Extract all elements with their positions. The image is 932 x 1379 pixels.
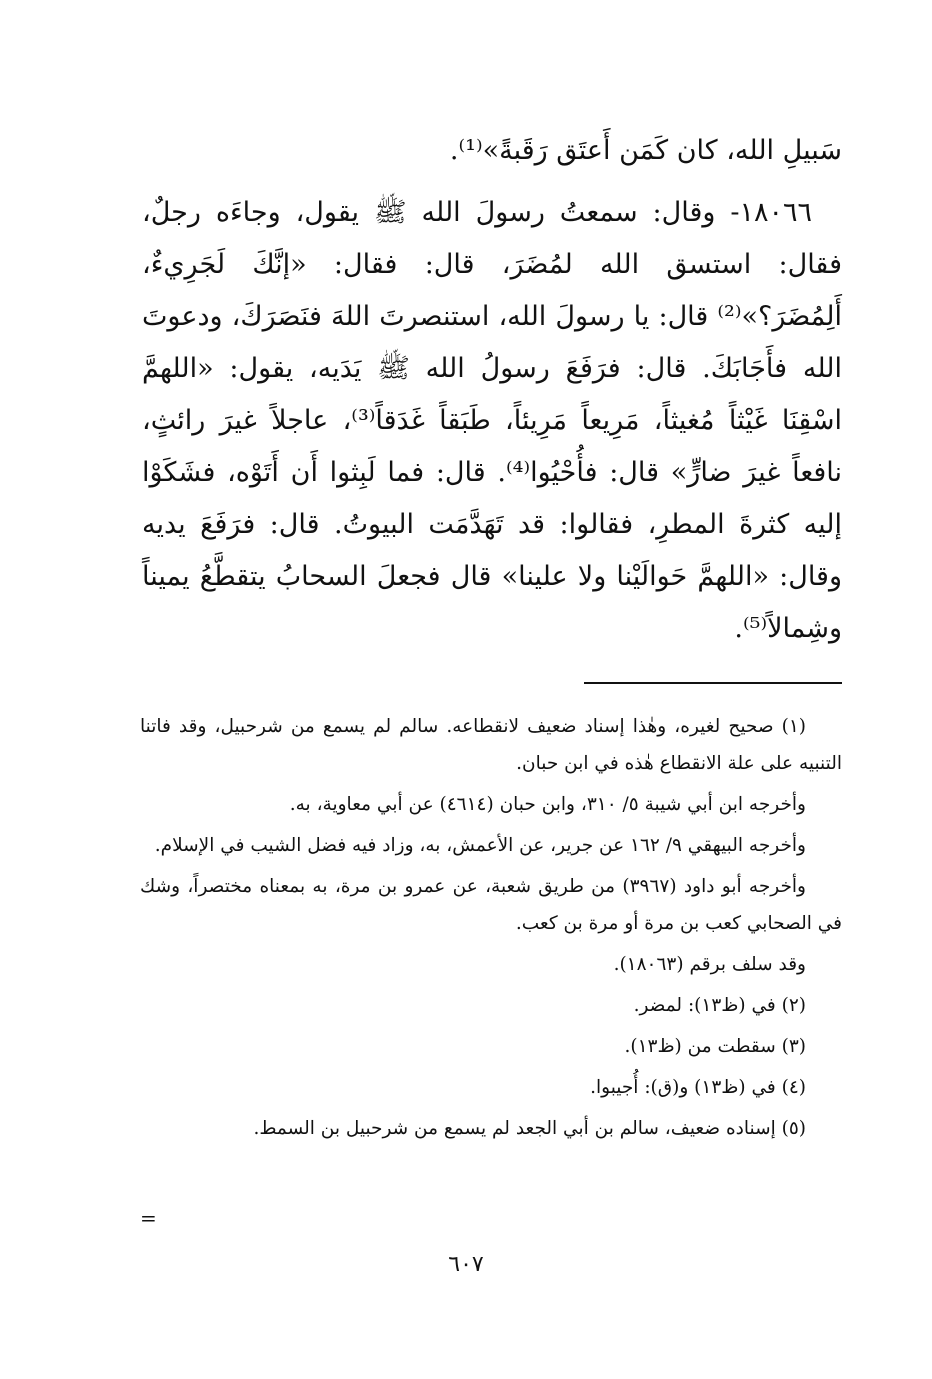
previous-hadith-ending: سَبيلِ الله، كان كَمَن أَعتَق رَقَبةً»⁽¹⁾. (449, 135, 842, 166)
footnote-1-source-2: وأخرجه البيهقي ٩/ ١٦٢ عن جرير، عن الأعمش، به، وزاد فيه فضل الشيب في الإسلام. (154, 835, 806, 856)
footnote-4: (٤) في (ظ١٣) و(ق): أُجيبوا. (590, 1077, 806, 1098)
footnote-1-cross-ref: وقد سلف برقم (١٨٠٦٣). (613, 954, 806, 975)
footnote-3: (٣) سقطت من (ظ١٣). (624, 1036, 806, 1057)
footnote-1: (١) صحيح لغيره، وهٰذا إسناد ضعيف لانقطاعه. سالم لم يسمع من شرحبيل، وقد فاتنا التنبيه على علة الانقطاع هٰذه في ابن حبان. (140, 716, 842, 774)
hadith-18066: ١٨٠٦٦- وقال: سمعتُ رسولَ الله ﷺ يقول، وجاءَه رجلٌ، فقال: استسق الله لمُضَرَ، قال: فقال: «إنَّكَ لَجَرِيءٌ، أَلِمُضَرَ؟»⁽²⁾ قال: يا رسولَ الله، استنصرتَ اللهَ فنَصَرَكَ، ودعوتَ الله فأَجَابَكَ. قال: فرَفَعَ رسولُ الله ﷺ يَدَيه، يقول: «اللهمَّ اسْقِنَا غَيْثاً مُغيثاً، مَرِيعاً مَرِيئاً، طَبَقاً غَدَقاً⁽³⁾، عاجلاً غيرَ رائثٍ، نافعاً غيرَ ضارٍّ» قال: فأُحْيُوا⁽⁴⁾. قال: فما لَبِثوا أَن أَتَوْه، فشَكَوْا إليه كثرةَ المطرِ، فقالوا: قد تَهَدَّمَت البيوتُ. قال: فرَفَعَ يديه وقال: «اللهمَّ حَوالَيْنا ولا علينا» قال فجعلَ السحابُ يتقطَّعُ يميناً وشِمالاً⁽⁵⁾. (142, 197, 842, 644)
footnote-2: (٢) في (ظ١٣): لمضر. (633, 995, 806, 1016)
footnote-5: (٥) إسناده ضعيف، سالم بن أبي الجعد لم يسمع من شرحبيل بن السمط. (253, 1118, 806, 1139)
continuation-mark: = (140, 1206, 157, 1230)
page-number: ٦٠٧ (448, 1252, 484, 1277)
footnote-1-source-3: وأخرجه أبو داود (٣٩٦٧) من طريق شعبة، عن عمرو بن مرة، به بمعناه مختصراً، وشك في الصحابي كعب بن مرة أو مرة بن كعب. (140, 876, 842, 934)
footnote-1-source-1: وأخرجه ابن أبي شيبة ٥/ ٣١٠، وابن حبان (٤٦١٤) عن أبي معاوية، به. (289, 794, 806, 815)
main-text (142, 125, 842, 655)
footnotes (140, 708, 842, 1151)
footnote-separator (584, 682, 842, 684)
